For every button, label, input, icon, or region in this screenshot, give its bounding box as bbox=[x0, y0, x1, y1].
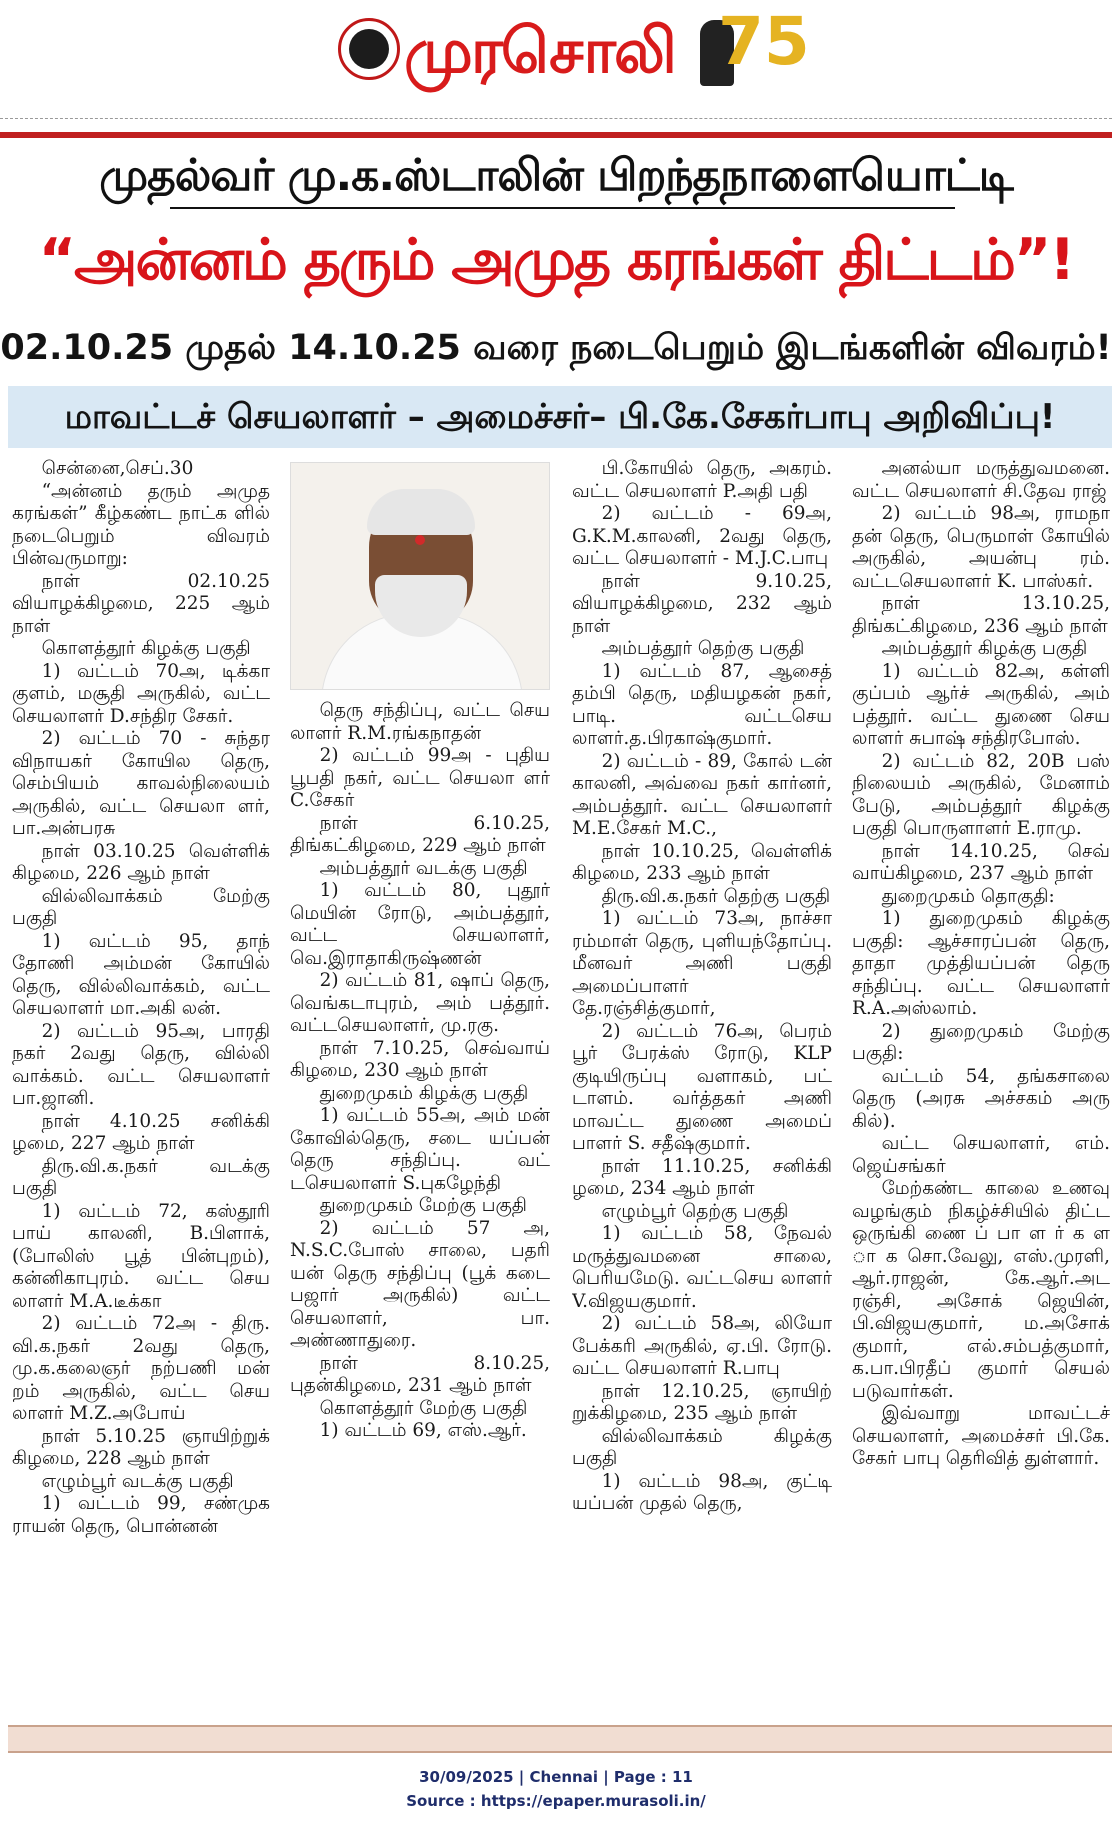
paragraph: அம்பத்தூர் கிழக்கு பகுதி bbox=[881, 638, 1088, 659]
paragraph: 2) வட்டம் 57 அ, N.S.C.போஸ் சாலை, பதரி யன் தெரு சந்திப்பு (பூக் கடை பஜார் அருகில்) வட்ட செயலாளர், பா. அண்ணாதுரை. bbox=[290, 1217, 550, 1351]
party-seal-icon bbox=[338, 18, 400, 80]
footer-date-page: 30/09/2025 | Chennai | Page : 11 bbox=[419, 1768, 693, 1786]
paragraph: 1) துறைமுகம் கிழக்கு பகுதி: ஆச்சாரப்பன் தெரு, தாதா முத்தியப்பன் தெரு சந்திப்பு. வட்ட செயலாளர் R.A.அஸ்லாம். bbox=[852, 908, 1110, 1019]
paragraph: மேற்கண்ட காலை உணவு வழங்கும் நிகழ்ச்சியில் திட்ட ஒருங்கி ணை ப் பா ள ர் க ள ா க சொ.வேலு, எஸ்.முரளி, ஆர்.ராஜன், கே.ஆர்.அட ரஞ்சி, அசோக் ஜெயின், பி.விஜயகுமார், ம.அசோக் குமார், எல்.சம்பத்குமார், க.பா.பிரதீப் குமார் செயல் படுவார்கள். bbox=[852, 1178, 1110, 1402]
paragraph: வில்லிவாக்கம் மேற்கு பகுதி bbox=[12, 885, 270, 929]
paragraph: 1) வட்டம் 73அ, நாச்சா ரம்மாள் தெரு, புளியந்தோப்பு. மீனவர் அணி பகுதி அமைப்பாளர் தே.ரஞ்சித்குமார், bbox=[572, 908, 832, 1019]
paragraph: நாள் 14.10.25, செவ் வாய்கிழமை, 237 ஆம் நாள் bbox=[852, 840, 1110, 884]
article-column-2 bbox=[290, 700, 550, 1718]
paragraph: 1) வட்டம் 55அ, அம் மன் கோவில்தெரு, சடை யப்பன் தெரு சந்திப்பு. வட் டசெயலாளர் S.புகழேந்தி bbox=[290, 1105, 550, 1194]
paragraph: 1) வட்டம் 70அ, டிக்கா குளம், மசூதி அருகில், வட்ட செயலாளர் D.சந்திர சேகர். bbox=[12, 660, 270, 727]
paragraph: நாள் 02.10.25 வியாழக்கிழமை, 225 ஆம் நாள் bbox=[12, 570, 270, 637]
masthead bbox=[0, 0, 1112, 112]
paragraph: நாள் 11.10.25, சனிக்கி ழமை, 234 ஆம் நாள் bbox=[572, 1155, 832, 1199]
paragraph: நாள் 6.10.25, திங்கட்கிழமை, 229 ஆம் நாள் bbox=[290, 812, 550, 856]
paragraph: 1) வட்டம் 69, எஸ்.ஆர். bbox=[319, 1420, 527, 1441]
article-headline: “அன்னம் தரும் அமுத கரங்கள் திட்டம்”! bbox=[38, 227, 1074, 293]
article-column-3 bbox=[572, 458, 832, 1718]
masthead-divider bbox=[0, 118, 1112, 119]
kicker-underline bbox=[170, 207, 955, 209]
paragraph: 1) வட்டம் 98அ, குட்டி யப்பன் முதல் தெரு, bbox=[572, 1470, 832, 1514]
paragraph: கொளத்தூர் கிழக்கு பகுதி bbox=[41, 638, 251, 659]
paragraph: பி.கோயில் தெரு, அகரம். வட்ட செயலாளர் P.அதி பதி bbox=[572, 458, 832, 502]
paragraph: 2) வட்டம் 76அ, பெரம் பூர் பேரக்ஸ் ரோடு, KLP குடியிருப்பு வளாகம், பட் டாளம். வர்த்தகர் அணி மாவட்ட துணை அமைப் பாளர் S. சதீஷ்குமார். bbox=[572, 1020, 832, 1154]
announcement-band bbox=[8, 386, 1112, 448]
paragraph: வில்லிவாக்கம் கிழக்கு பகுதி bbox=[572, 1425, 832, 1469]
paragraph: வட்டம் 54, தங்கசாலை தெரு (அரசு அச்சகம் அரு கில்). bbox=[852, 1065, 1110, 1132]
red-rule bbox=[0, 132, 1112, 138]
paragraph: 1) வட்டம் 95, தாந் தோணி அம்மன் கோயில் தெரு, வில்லிவாக்கம், வட்ட செயலாளர் மா.அகி லன். bbox=[12, 930, 270, 1019]
paragraph: 2) வட்டம் 72அ - திரு. வி.க.நகர் 2வது தெரு, மு.க.கலைஞர் நற்பணி மன் றம் அருகில், வட்ட செய லாளர் M.Z.அபோய் bbox=[12, 1313, 270, 1424]
paragraph: நாள் 8.10.25, புதன்கிழமை, 231 ஆம் நாள் bbox=[290, 1352, 550, 1396]
paragraph: துறைமுகம் கிழக்கு பகுதி bbox=[319, 1082, 529, 1104]
paragraph: 2) வட்டம் 82, 20B பஸ் நிலையம் அருகில், மேனாம் பேடு, அம்பத்தூர் கிழக்கு பகுதி பொருளாளர் E.ராமு. bbox=[852, 750, 1110, 839]
paragraph: அம்பத்தூர் வடக்கு பகுதி bbox=[319, 857, 528, 879]
paragraph: 2) வட்டம் 70 - சுந்தர விநாயகர் கோயில தெரு, செம்பியம் காவல்நிலையம் அருகில், வட்ட செயலா ளர், பா.அன்பரசு bbox=[12, 728, 270, 839]
paragraph: தெரு சந்திப்பு, வட்ட செய லாளர் R.M.ரங்கநாதன் bbox=[290, 700, 550, 744]
announcement-band-text: மாவட்டச் செயலாளர் – அமைச்சர்– பி.கே.சேகர்பாபு அறிவிப்பு! bbox=[64, 397, 1056, 437]
paragraph: எழும்பூர் வடக்கு பகுதி bbox=[41, 1470, 234, 1492]
paragraph: 2) வட்டம் 58அ, லியோ பேக்கரி அருகில், ஏ.பி. ரோடு. வட்ட செயலாளர் R.பாபு bbox=[572, 1313, 832, 1379]
paragraph: துறைமுகம் மேற்கு பகுதி bbox=[319, 1195, 527, 1216]
paragraph: அனல்யா மருத்துவமனை. வட்ட செயலாளர் சி.தேவ ராஜ் bbox=[852, 458, 1110, 502]
paragraph: 1) வட்டம் 72, கஸ்தூரி பாய் காலனி, B.பிளாக், (போலிஸ் பூத் பின்புறம்), கன்னிகாபுரம். வட்ட செய லாளர் M.A.டீக்கா bbox=[12, 1200, 270, 1312]
paragraph: 1) வட்டம் 80, புதூர் மெயின் ரோடு, அம்பத்தூர், வட்ட செயலாளர், வெ.இராதாகிருஷ்ணன் bbox=[290, 880, 550, 969]
paragraph: திரு.வி.க.நகர் தெற்கு பகுதி bbox=[601, 885, 831, 907]
minister-photo bbox=[290, 462, 550, 690]
anniversary-badge bbox=[700, 3, 810, 92]
paragraph: திரு.வி.க.நகர் வடக்கு பகுதி bbox=[12, 1155, 270, 1199]
paragraph: அம்பத்தூர் தெற்கு பகுதி bbox=[601, 638, 805, 659]
paragraph: 2) வட்டம் - 89, கோல் டன் காலனி, அவ்வை நகர் கார்னர், அம்பத்தூர். வட்ட செயலாளர் M.E.சேகர் M.C., bbox=[572, 750, 832, 839]
article-kicker: முதல்வர் மு.க.ஸ்டாலின் பிறந்தநாளையொட்டி bbox=[99, 150, 1013, 201]
paragraph: 2) துறைமுகம் மேற்கு பகுதி: bbox=[852, 1020, 1110, 1064]
paragraph: 1) வட்டம் 82அ, கள்ளி குப்பம் ஆர்ச் அருகில், அம் பத்தூர். வட்ட துணை செய லாளர் சுபாஷ் சந்திரபோஸ். bbox=[852, 660, 1110, 749]
paragraph: வட்ட செயலாளர், எம். ஜெய்சங்கர் bbox=[852, 1133, 1110, 1177]
paragraph: சென்னை,செப்.30 bbox=[41, 458, 194, 479]
paragraph: நாள் 03.10.25 வெள்ளிக் கிழமை, 226 ஆம் நாள் bbox=[12, 840, 270, 884]
paragraph: 2) வட்டம் 95அ, பாரதி நகர் 2வது தெரு, வில்லி வாக்கம். வட்ட செயலாளர் பா.ஜானி. bbox=[12, 1020, 270, 1109]
paragraph: 1) வட்டம் 58, நேவல் மருத்துவமனை சாலை, பெரியமேடு. வட்டசெய லாளர் V.விஜயகுமார். bbox=[572, 1223, 832, 1312]
article-column-1 bbox=[12, 458, 270, 1718]
paragraph: நாள் 7.10.25, செவ்வாய் கிழமை, 230 ஆம் நாள் bbox=[290, 1037, 550, 1081]
paragraph: 2) வட்டம் 98அ, ராமநா தன் தெரு, பெருமாள் கோயில் அருகில், அயன்பு ரம். வட்டசெயலாளர் K. பாஸ்கர். bbox=[852, 503, 1110, 592]
article-column-4 bbox=[852, 458, 1110, 1718]
paragraph: நாள் 13.10.25, திங்கட்கிழமை, 236 ஆம் நாள் bbox=[852, 593, 1110, 637]
bottom-ad-stripe bbox=[8, 1725, 1112, 1753]
photo-tilak bbox=[415, 535, 425, 545]
photo-hair bbox=[367, 489, 475, 535]
paragraph: 2) வட்டம் 99அ - புதிய பூபதி நகர், வட்ட செயலா ளர் C.சேகர் bbox=[290, 745, 550, 811]
paragraph: எழும்பூர் தெற்கு பகுதி bbox=[601, 1200, 789, 1222]
paragraph: நாள் 12.10.25, ஞாயிற் றுக்கிழமை, 235 ஆம் நாள் bbox=[572, 1380, 832, 1424]
paragraph: கொளத்தூர் மேற்கு பகுதி bbox=[319, 1397, 528, 1419]
paragraph: நாள் 4.10.25 சனிக்கி ழமை, 227 ஆம் நாள் bbox=[12, 1110, 270, 1154]
paragraph: நாள் 5.10.25 ஞாயிற்றுக் கிழமை, 228 ஆம் நாள் bbox=[12, 1425, 270, 1469]
paragraph: 1) வட்டம் 87, ஆசைத் தம்பி தெரு, மதியழகன் நகர், பாடி. வட்டசெய லாளர்.த.பிரகாஷ்குமார். bbox=[572, 660, 832, 749]
paragraph: 2) வட்டம் 81, ஷாப் தெரு, வெங்கடாபுரம், அம் பத்தூர். வட்டசெயலாளர், மு.ரகு. bbox=[290, 970, 550, 1036]
article-subhead: 02.10.25 முதல் 14.10.25 வரை நடைபெறும் இடங்களின் விவரம்! bbox=[0, 328, 1112, 368]
paragraph: 1) வட்டம் 99, சண்முக ராயன் தெரு, பொன்னன் bbox=[12, 1493, 270, 1537]
newspaper-logo: முரசொலி bbox=[404, 14, 675, 87]
paragraph: நாள் 9.10.25, வியாழக்கிழமை, 232 ஆம் நாள் bbox=[572, 570, 832, 637]
footer-source: Source : https://epaper.murasoli.in/ bbox=[406, 1792, 706, 1810]
anniversary-number: 75 bbox=[718, 3, 810, 80]
paragraph: நாள் 10.10.25, வெள்ளிக் கிழமை, 233 ஆம் நாள் bbox=[572, 840, 832, 884]
paragraph: இவ்வாறு மாவட்டச் செயலாளர், அமைச்சர் பி.கே. சேகர் பாபு தெரிவித் துள்ளார். bbox=[852, 1403, 1110, 1469]
paragraph: துறைமுகம் தொகுதி: bbox=[881, 885, 1055, 907]
paragraph: “அன்னம் தரும் அமுத கரங்கள்” கீழ்கண்ட நாட்க ளில் நடைபெறும் விவரம் பின்வருமாறு: bbox=[12, 480, 270, 569]
paragraph: 2) வட்டம் - 69அ, G.K.M.காலனி, 2வது தெரு, வட்ட செயலாளர் - M.J.C.பாபு bbox=[572, 503, 832, 569]
